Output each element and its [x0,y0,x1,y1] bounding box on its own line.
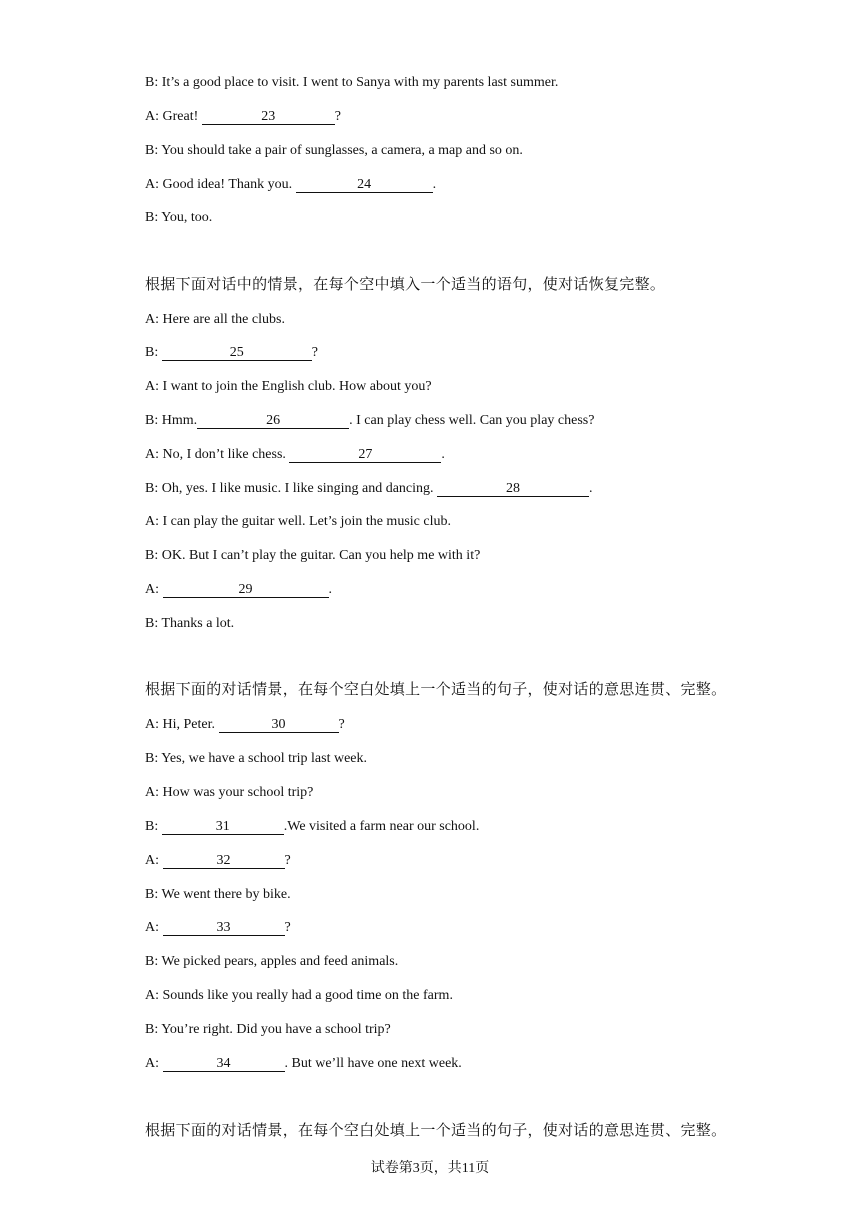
dialogue-line [145,412,594,430]
dialogue-line: B: OK. But I can’t play the guitar. Can you help me with it? [145,548,481,563]
line-suffix: ? [284,853,291,868]
line-suffix: . [328,582,332,597]
line-suffix: . [441,447,445,462]
dialogue-line: A: How was your school trip? [145,785,314,800]
dialogue-line: B: It’s a good place to visit. I went to Sanya with my parents last summer. [145,75,559,90]
answer-blank-26[interactable]: 26 [197,413,349,429]
dialogue-line [145,176,436,194]
dialogue-line: B: You should take a pair of sunglasses, a camera, a map and so on. [145,143,523,158]
dialogue-line [145,818,479,836]
line-prefix: B: [145,345,162,360]
dialogue-line: A: I can play the guitar well. Let’s join the music club. [145,514,451,529]
line-prefix: A: [145,920,163,935]
dialogue-line: B: Yes, we have a school trip last week. [145,751,368,766]
section-instruction: 根据下面的对话情景，在每个空白处填上一个适当的句子，使对话的意思连贯、完整。 [145,1123,727,1139]
answer-blank-29[interactable]: 29 [163,582,329,598]
dialogue-line: B: Thanks a lot. [145,616,235,631]
page-footer: 试卷第3页，共11页 [370,1161,490,1176]
answer-blank-24[interactable]: 24 [296,177,433,193]
line-prefix: B: Hmm. [145,413,198,428]
line-prefix: A: Hi, Peter. [145,717,219,732]
dialogue-line [145,919,291,937]
line-prefix: A: [145,1056,163,1071]
section-instruction: 根据下面对话中的情景，在每个空中填入一个适当的语句，使对话恢复完整。 [145,277,666,293]
line-suffix: . But we’ll have one next week. [284,1056,462,1071]
dialogue-line [145,852,291,870]
answer-blank-33[interactable]: 33 [163,920,285,936]
line-prefix: B: Oh, yes. I like music. I like singing and dancing. [145,481,438,496]
answer-blank-27[interactable]: 27 [289,447,441,463]
dialogue-line: A: I want to join the English club. How about you? [145,379,432,394]
line-prefix: A: Good idea! Thank you. [145,177,296,192]
line-prefix: B: [145,819,162,834]
line-prefix: A: [145,582,163,597]
dialogue-line [145,344,318,362]
dialogue-line: B: We picked pears, apples and feed animals. [145,954,399,969]
answer-blank-31[interactable]: 31 [162,819,284,835]
dialogue-line [145,480,593,498]
dialogue-line: B: You’re right. Did you have a school trip? [145,1022,391,1037]
line-suffix: . [589,481,593,496]
answer-blank-32[interactable]: 32 [163,853,285,869]
answer-blank-34[interactable]: 34 [163,1056,285,1072]
dialogue-line [145,716,345,734]
line-suffix: ? [338,717,345,732]
dialogue-line [145,581,332,599]
answer-blank-23[interactable]: 23 [202,109,335,125]
line-suffix: . [432,177,437,192]
dialogue-line: B: You, too. [145,210,213,225]
line-suffix: ? [311,345,318,360]
dialogue-line [145,446,445,464]
dialogue-line: A: Here are all the clubs. [145,312,285,327]
line-suffix: ? [334,109,341,124]
line-prefix: A: [145,853,163,868]
dialogue-line [145,1055,462,1073]
line-suffix: .We visited a farm near our school. [283,819,480,834]
answer-blank-28[interactable]: 28 [437,481,589,497]
section-instruction: 根据下面的对话情景，在每个空白处填上一个适当的句子，使对话的意思连贯、完整。 [145,682,727,698]
line-suffix: ? [284,920,291,935]
line-prefix: A: Great! [145,109,202,124]
dialogue-line: B: We went there by bike. [145,887,291,902]
answer-blank-30[interactable]: 30 [219,717,339,733]
line-prefix: A: No, I don’t like chess. [145,447,290,462]
dialogue-line: A: Sounds like you really had a good time on the farm. [145,988,453,1003]
line-suffix: . I can play chess well. Can you play chess? [349,413,595,428]
answer-blank-25[interactable]: 25 [162,345,312,361]
dialogue-line [145,108,341,126]
